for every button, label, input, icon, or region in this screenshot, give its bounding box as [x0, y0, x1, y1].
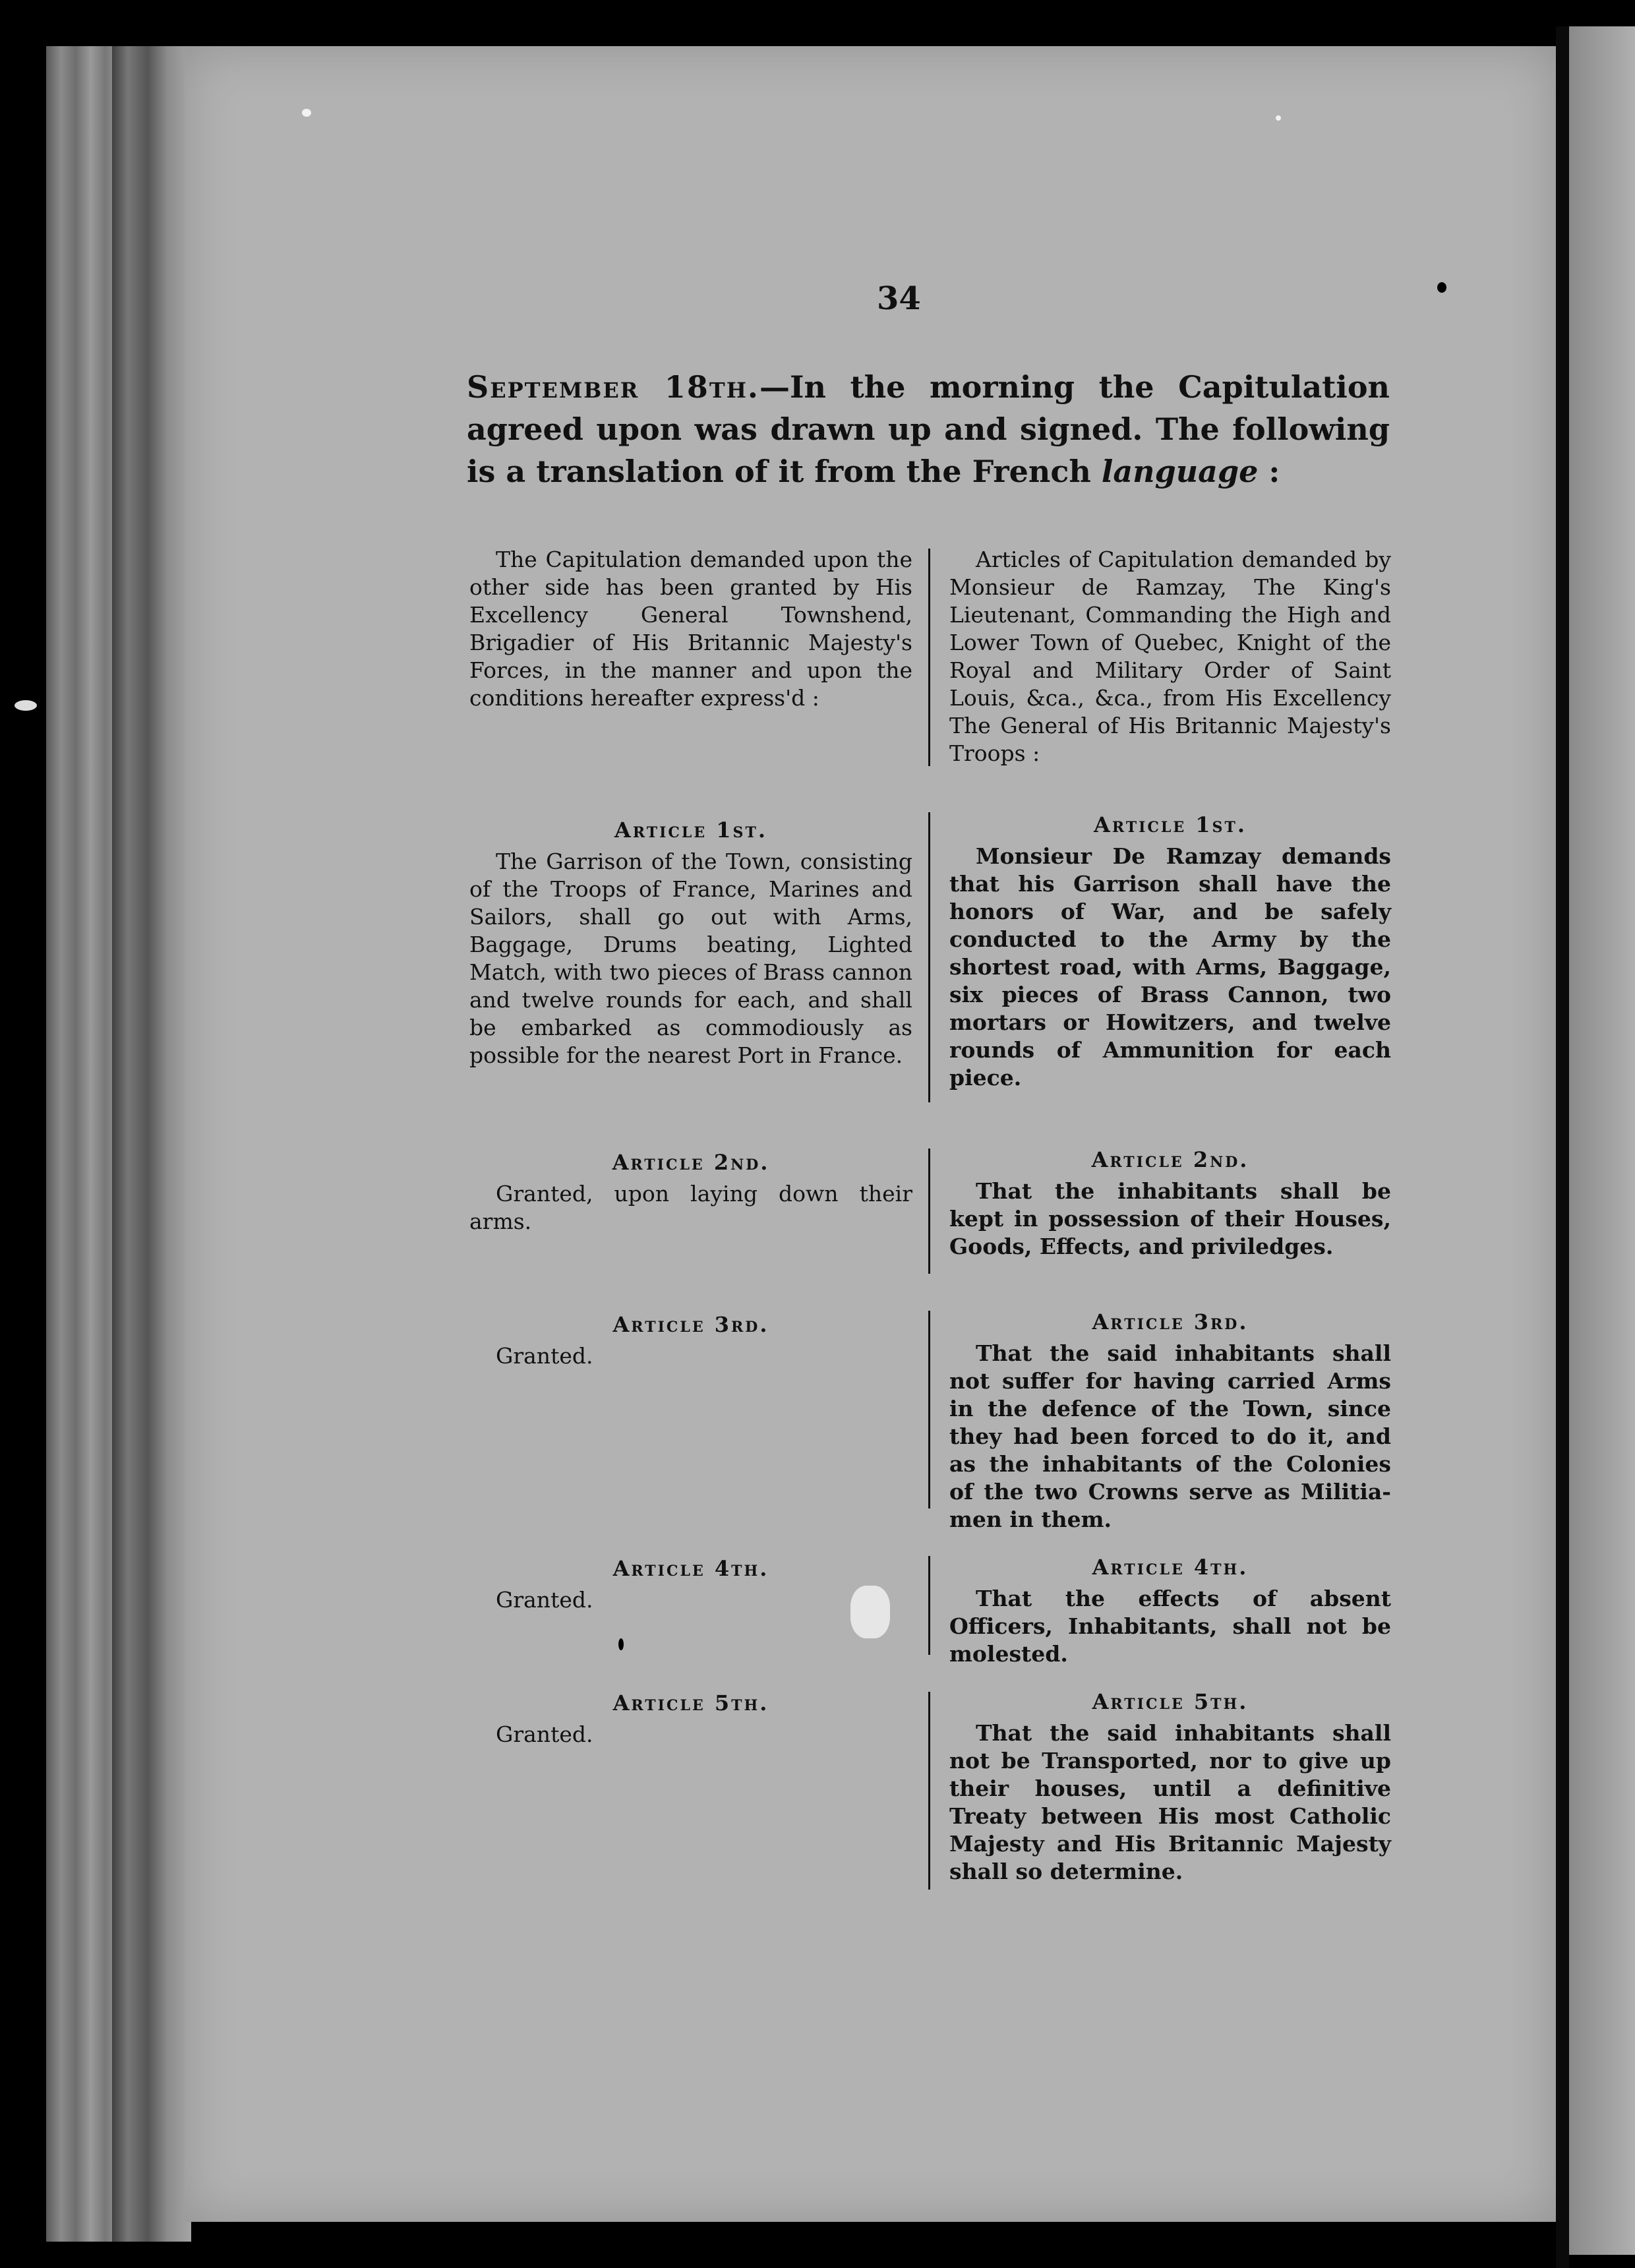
intro-date: September 18th.	[467, 369, 759, 405]
intro-end: :	[1258, 454, 1280, 489]
column-divider	[928, 549, 930, 766]
intro-paragraph	[467, 366, 1390, 492]
column-divider	[928, 1311, 930, 1508]
article-1-response: The Garrison of the Town, consisting of the Troops of France, Marines and Sailors, shall go out with Arms, Baggage, Drums beating, Lighted Match, with two pieces of Brass cannon and twelve rounds for each, and shall be embarked as commodiously as possible for the nearest Port in France.	[469, 849, 912, 1068]
article-3-heading-left: Article 3rd.	[612, 1312, 769, 1337]
article-2-response: Granted, upon laying down their arms.	[469, 1181, 912, 1234]
article-4-heading-right: Article 4th.	[1092, 1555, 1249, 1580]
intro-italic-word: language	[1101, 454, 1259, 489]
article-5-heading-left: Article 5th.	[612, 1690, 769, 1716]
article-3-heading-right: Article 3rd.	[1092, 1309, 1249, 1334]
intro-text-line1: —In the morning the Capitulation agreed	[467, 369, 1390, 447]
article-3-left	[469, 1311, 912, 1370]
article-5-response: Granted.	[496, 1721, 593, 1747]
article-2-demand: That the inhabitants shall be kept in possession of their Houses, Goods, Effects, and priviledges.	[949, 1178, 1391, 1259]
article-4-demand: That the effects of absent Officers, Inhabitants, shall not be molested.	[949, 1586, 1391, 1667]
article-3-demand: That the said inhabitants shall not suffer for having carried Arms in the defence of the Town, since they had been forced to do it, and as the inhabitants of the Colonies of the two Crowns serve as Militia-men in them.	[949, 1340, 1391, 1532]
left-preamble-text: The Capitulation demanded upon the other side has been granted by His Excellency General Townshend, Brigadier of His Britannic Majesty's Forces, in the manner and upon the conditions hereafter express'd :	[469, 547, 912, 711]
article-4-heading-left: Article 4th.	[612, 1556, 769, 1581]
page-right-edge	[1556, 26, 1569, 2268]
article-2-left	[469, 1149, 912, 1236]
article-5-right	[949, 1688, 1391, 1886]
article-5-left	[469, 1689, 912, 1748]
adjacent-page-sliver	[1569, 26, 1635, 2255]
article-2-heading-left: Article 2nd.	[612, 1150, 770, 1175]
column-divider	[928, 812, 930, 1102]
column-divider	[928, 1149, 930, 1274]
scan-speck	[1276, 115, 1281, 121]
article-2-heading-right: Article 2nd.	[1091, 1147, 1249, 1172]
article-4-response: Granted.	[496, 1587, 593, 1613]
article-1-heading-right: Article 1st.	[1094, 812, 1247, 837]
page-gutter-shadow	[112, 46, 191, 2242]
article-5-demand: That the said inhabitants shall not be Transported, nor to give up their houses, until a definitive Treaty between His most Catholic Majesty and His Britannic Majesty shall so determine.	[949, 1720, 1391, 1884]
article-1-demand: Monsieur De Ramzay demands that his Garrison shall have the honors of War, and be safely conducted to the Army by the shortest road, with Arms, Baggage, six pieces of Brass Cannon, two mortars or Howitzers, and twelve rounds of Ammunition for each piece.	[949, 843, 1391, 1090]
article-5-heading-right: Article 5th.	[1092, 1689, 1249, 1714]
article-1-heading-left: Article 1st.	[614, 818, 767, 843]
right-preamble-text: Articles of Capitulation demanded by Monsieur de Ramzay, The King's Lieutenant, Commanding the High and Lower Town of Quebec, Knight of the Royal and Military Order of Saint Louis, &ca., &ca., from His Excellency The General of His Britannic Majesty's Troops :	[949, 547, 1391, 766]
ink-dot	[1437, 282, 1446, 293]
column-divider	[928, 1556, 930, 1655]
article-3-response: Granted.	[496, 1343, 593, 1369]
article-4-left	[469, 1555, 912, 1614]
scan-speck	[302, 109, 311, 117]
article-1-left	[469, 816, 912, 1069]
scan-speck	[15, 700, 37, 711]
left-preamble	[469, 546, 912, 712]
intro-text-rest: upon was drawn up and signed. The following is a translation of it from the French	[467, 411, 1390, 489]
article-4-right	[949, 1553, 1391, 1668]
article-1-right	[949, 811, 1391, 1092]
article-2-right	[949, 1146, 1391, 1261]
page-number: 34	[877, 280, 921, 317]
column-divider	[928, 1692, 930, 1890]
right-preamble	[949, 546, 1391, 767]
article-3-right	[949, 1308, 1391, 1534]
ink-dot	[618, 1638, 624, 1650]
